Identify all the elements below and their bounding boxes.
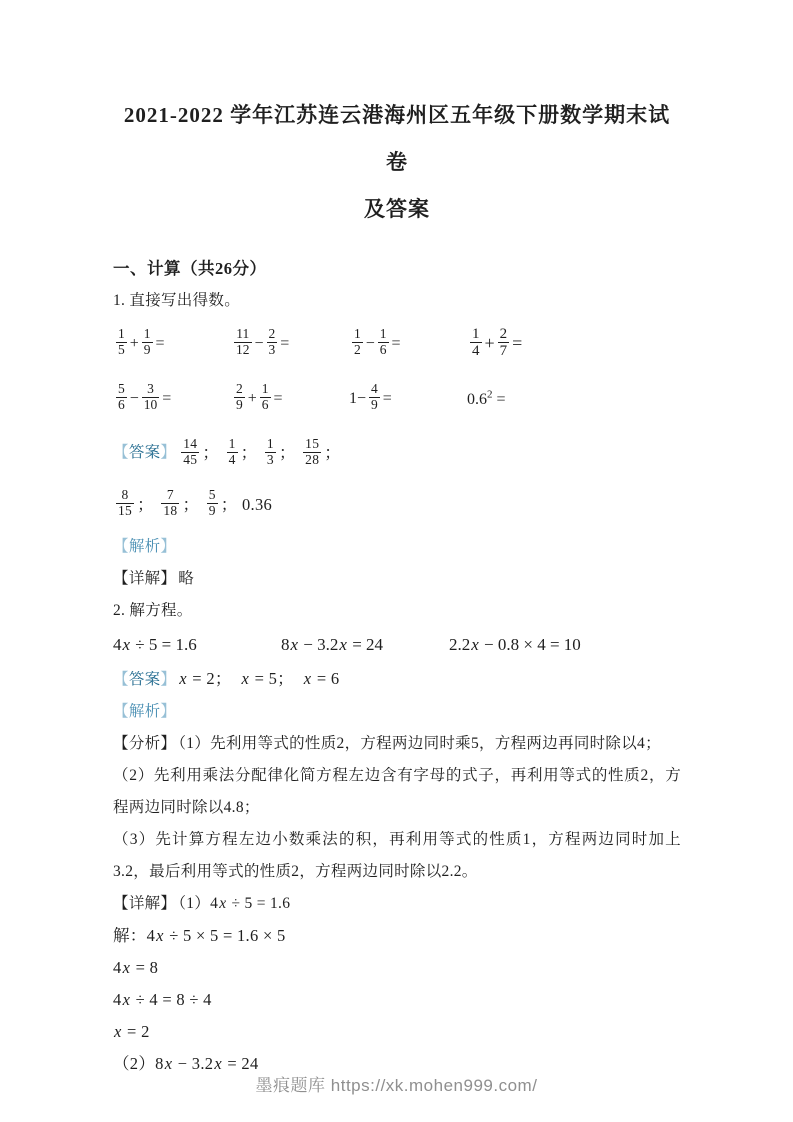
footer-watermark: 墨痕题库 https://xk.mohen999.com/	[255, 1076, 538, 1095]
math-text: =	[382, 390, 392, 408]
math-text: 4	[113, 635, 122, 654]
variable: x	[179, 669, 187, 688]
bracket-open: 【	[113, 895, 129, 912]
fraction	[181, 437, 199, 467]
paragraph: 2. 解方程。	[113, 602, 193, 619]
denominator: 28	[305, 451, 320, 467]
variable: x	[339, 635, 347, 654]
variable: x	[290, 635, 299, 654]
denominator: 4	[472, 343, 480, 359]
denominator: 10	[143, 397, 158, 412]
math-text: 0.6	[467, 390, 487, 408]
math-text: （1）4	[178, 895, 219, 912]
variable: x	[122, 635, 131, 654]
label-text: 答案	[128, 444, 161, 461]
math-text: ；	[240, 442, 262, 462]
math-text: −	[365, 335, 375, 353]
denominator: 9	[208, 502, 216, 518]
numerator: 7	[166, 486, 174, 502]
detail-label	[113, 895, 176, 912]
denominator: 9	[371, 397, 378, 412]
math-text: = 6	[312, 669, 340, 688]
paragraph: （2）先利用乘法分配律化简方程左边含有字母的式子，再利用等式的性质2，方程两边同时除以4.8；	[113, 767, 681, 816]
math-text: 1−	[349, 390, 367, 408]
math-line	[113, 920, 681, 952]
line-content	[178, 437, 341, 469]
math-text: ；	[324, 442, 342, 462]
math-text: ；	[278, 442, 301, 462]
document-body	[113, 253, 681, 1080]
analysis-label	[113, 735, 176, 752]
numerator: 5	[208, 486, 216, 502]
paragraph: 1. 直接写出得数。	[113, 292, 241, 309]
denominator: 3	[268, 342, 276, 357]
math-line	[113, 479, 681, 531]
explanation-line	[113, 531, 681, 563]
math-text: 8	[281, 635, 290, 654]
math-text: +	[484, 332, 495, 353]
math-text: 略	[178, 570, 195, 587]
fraction	[378, 327, 389, 357]
expression-row	[113, 317, 681, 372]
math-text: − 0.8 × 4 = 10	[479, 635, 581, 654]
math-expression	[467, 325, 585, 361]
bracket-open: 【	[113, 538, 129, 555]
answer-label	[113, 437, 176, 469]
numerator: 4	[371, 381, 378, 397]
variable: x	[122, 958, 131, 977]
fraction	[352, 327, 363, 357]
bracket-open: 【	[113, 735, 129, 752]
numerator: 1	[379, 326, 387, 342]
numerator: 1	[228, 435, 236, 451]
fraction	[207, 488, 218, 518]
math-text: = 2	[122, 1022, 150, 1041]
numerator: 1	[472, 325, 480, 342]
math-text: ÷ 5 = 1.6	[227, 895, 291, 912]
numerator: 1	[118, 326, 125, 342]
fraction	[116, 327, 127, 357]
math-text: （1）先利用等式的性质2，方程两边同时乘5，方程两边再同时除以4；	[178, 735, 661, 752]
denominator: 9	[236, 397, 243, 412]
fraction	[227, 437, 238, 467]
answer-label	[113, 671, 176, 688]
denominator: 12	[236, 342, 250, 357]
variable: x	[241, 669, 250, 688]
math-text: = 24	[222, 1054, 259, 1073]
line-content	[178, 735, 661, 752]
math-expression	[113, 381, 231, 414]
fraction	[260, 382, 271, 412]
explanation-line	[113, 696, 681, 728]
variable: x	[303, 669, 312, 688]
math-expression	[349, 326, 467, 359]
document-title	[113, 92, 681, 233]
fraction	[498, 326, 510, 359]
variable: x	[114, 1022, 122, 1041]
math-text: − 3.2	[299, 635, 339, 654]
numerator: 1	[266, 435, 274, 451]
math-expression	[231, 381, 349, 414]
fraction	[142, 327, 153, 357]
math-text: =	[273, 390, 283, 408]
bracket-close: 】	[160, 570, 177, 587]
math-text: 解：4	[113, 926, 156, 945]
math-expression	[449, 635, 617, 655]
math-text: +	[247, 390, 257, 408]
math-text: = 5；	[250, 669, 303, 688]
fraction	[234, 327, 252, 357]
document-title-line1: 2021-2022 学年江苏连云港海州区五年级下册数学期末试卷	[123, 103, 671, 174]
math-text: 4	[113, 990, 122, 1009]
explanation-label	[113, 703, 176, 720]
label-text: 分析	[128, 735, 161, 752]
line-content	[178, 570, 194, 587]
math-text: 4	[113, 958, 122, 977]
math-text: = 2；	[187, 669, 241, 688]
numerator: 8	[121, 486, 129, 502]
numerator: 1	[354, 326, 361, 342]
denominator: 6	[379, 342, 387, 357]
math-text: =	[512, 332, 523, 353]
fraction	[369, 382, 380, 412]
detail-label	[113, 570, 176, 587]
math-expression	[467, 388, 585, 409]
math-text: =	[162, 390, 172, 408]
variable: x	[122, 990, 131, 1009]
math-line	[113, 984, 681, 1016]
explanation-label	[113, 538, 176, 555]
math-expression	[113, 326, 231, 359]
document-content	[113, 0, 681, 1080]
denominator: 6	[118, 397, 125, 412]
bracket-close: 】	[160, 895, 177, 912]
fraction	[142, 382, 160, 412]
math-text: ；	[202, 442, 224, 462]
denominator: 18	[163, 502, 178, 518]
fraction	[265, 437, 276, 467]
answer-line	[113, 663, 681, 696]
fraction	[303, 437, 321, 467]
math-text: =	[391, 335, 401, 353]
variable: x	[214, 1054, 222, 1073]
answer-line	[113, 427, 681, 479]
fraction	[234, 382, 245, 412]
bracket-open: 【	[113, 671, 129, 688]
detail-line	[113, 563, 681, 595]
label-text: 答案	[128, 671, 161, 688]
numerator: 14	[183, 435, 198, 451]
math-expression	[231, 326, 349, 359]
denominator: 4	[228, 451, 236, 467]
line-content	[178, 669, 339, 688]
analysis-line	[113, 728, 681, 760]
numerator: 3	[147, 381, 154, 397]
bracket-close: 】	[160, 444, 177, 461]
fraction	[267, 327, 278, 357]
math-expression	[281, 635, 449, 655]
numerator: 5	[118, 381, 125, 397]
math-text: ；	[137, 495, 159, 514]
math-text: ÷ 5 = 1.6	[131, 635, 197, 654]
math-text: （2）8	[113, 1054, 164, 1073]
bracket-close: 】	[160, 671, 177, 688]
math-text: −	[129, 390, 139, 408]
fraction	[116, 488, 134, 518]
label-text: 详解	[128, 570, 161, 587]
document-title-line2: 及答案	[364, 197, 430, 221]
denominator: 3	[266, 451, 274, 467]
fraction	[470, 326, 482, 359]
math-text: =	[155, 335, 165, 353]
bracket-open: 【	[113, 703, 129, 720]
math-text: ；	[182, 495, 204, 514]
denominator: 15	[118, 502, 133, 518]
math-text: ； 0.36	[220, 495, 273, 514]
math-text: =	[280, 335, 290, 353]
variable: x	[164, 1054, 173, 1073]
math-text: − 3.2	[173, 1054, 214, 1073]
math-text: −	[254, 335, 264, 353]
numerator: 15	[305, 435, 320, 451]
variable: x	[471, 635, 479, 654]
bracket-open: 【	[113, 444, 129, 461]
math-expression	[113, 635, 281, 655]
section-heading: 一、计算（共26分）	[113, 259, 267, 278]
numerator: 2	[268, 326, 276, 342]
numerator: 2	[499, 325, 508, 342]
line-content	[178, 895, 290, 912]
label-text: 解析	[128, 703, 161, 720]
bracket-close: 】	[160, 735, 177, 752]
numerator: 2	[236, 381, 243, 397]
exponent: 2	[487, 388, 493, 401]
bracket-close: 】	[160, 703, 177, 720]
variable: x	[156, 926, 164, 945]
fraction	[161, 488, 179, 518]
expression-row	[113, 372, 681, 427]
denominator: 5	[118, 342, 125, 357]
math-text: +	[129, 335, 139, 353]
bracket-close: 】	[160, 538, 177, 555]
denominator: 7	[499, 343, 508, 359]
numerator: 1	[143, 326, 151, 342]
math-text: =	[492, 390, 506, 408]
math-text: = 24	[347, 635, 384, 654]
denominator: 2	[354, 342, 361, 357]
expression-row	[113, 627, 681, 663]
bracket-open: 【	[113, 570, 129, 587]
math-text: = 8	[131, 958, 159, 977]
denominator: 6	[261, 397, 269, 412]
denominator: 9	[143, 342, 151, 357]
numerator: 1	[261, 381, 269, 397]
math-text: ÷ 4 = 8 ÷ 4	[131, 990, 212, 1009]
label-text: 解析	[128, 538, 161, 555]
variable: x	[219, 895, 227, 912]
paragraph: （3）先计算方程左边小数乘法的积，再利用等式的性质1，方程两边同时加上3.2，最后利用等式的性质2，方程两边同时除以2.2。	[113, 831, 681, 880]
fraction	[116, 382, 127, 412]
detail-line	[113, 888, 681, 920]
denominator: 45	[183, 451, 198, 467]
label-text: 详解	[128, 895, 161, 912]
math-text: ÷ 5 × 5 = 1.6 × 5	[164, 926, 286, 945]
math-line	[113, 1016, 681, 1048]
math-text: 2.2	[449, 635, 471, 654]
math-expression	[349, 381, 467, 414]
numerator: 11	[236, 326, 250, 342]
math-line	[113, 952, 681, 984]
